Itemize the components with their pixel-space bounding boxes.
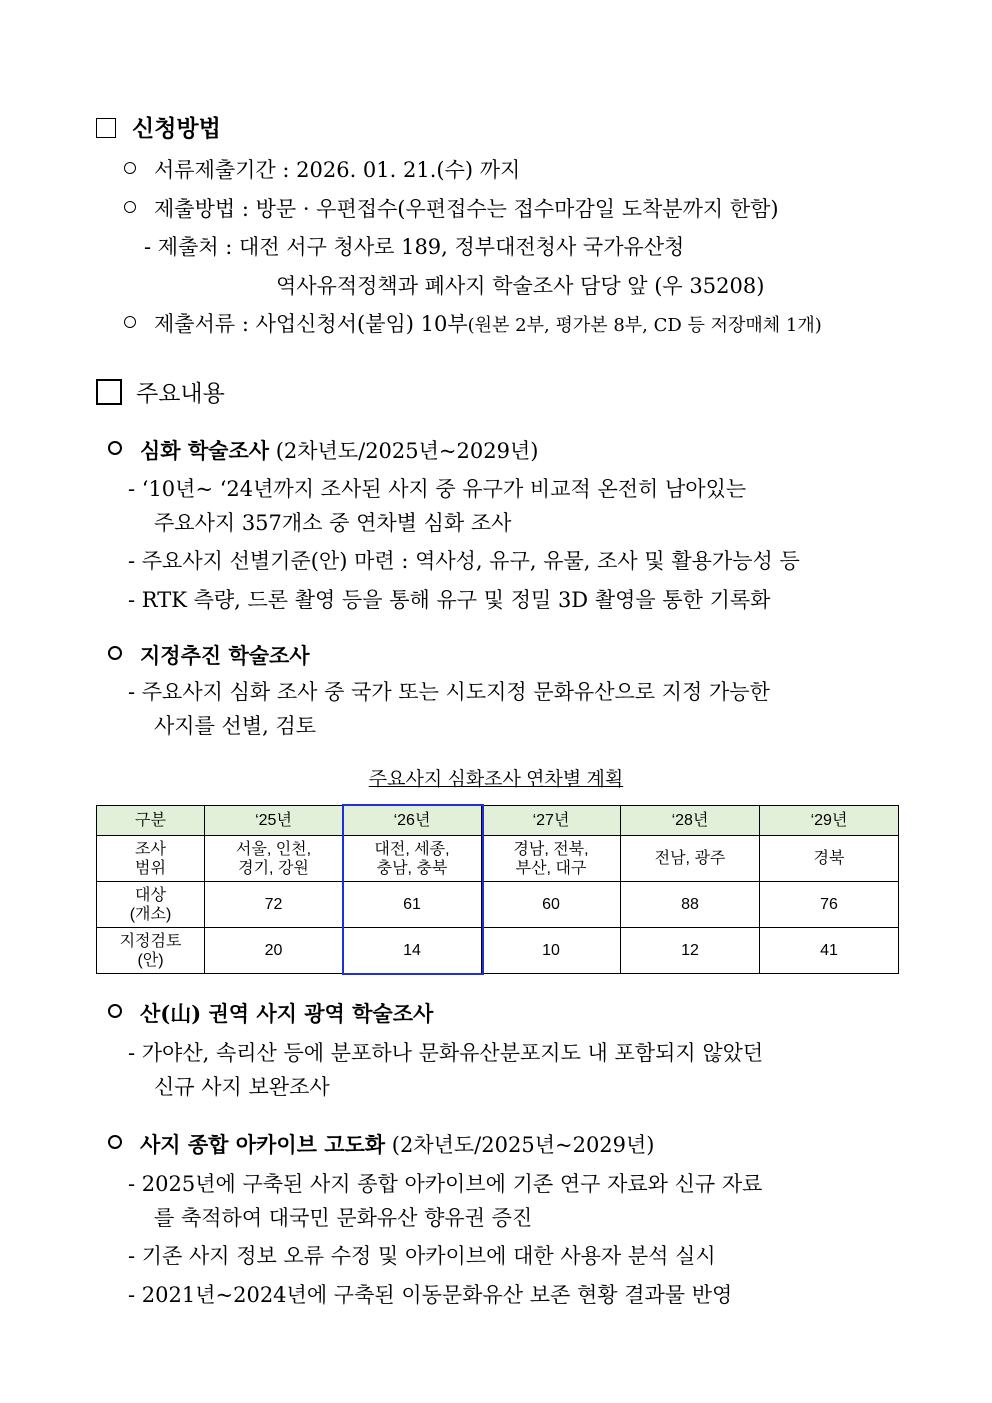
circle-bullet-icon <box>124 316 136 328</box>
table-cell: 서울, 인천, 경기, 강원 <box>205 836 343 882</box>
table-row-scope <box>97 836 899 882</box>
checkbox-square-icon <box>96 118 116 138</box>
destination-line-2: 역사유적정책과 폐사지 학술조사 담당 앞 (우 35208) <box>276 274 765 298</box>
table-header-cell: ‘29년 <box>760 806 899 836</box>
table-row-targets <box>97 882 899 928</box>
circle-bullet-icon <box>124 162 136 174</box>
circle-bullet-icon <box>108 646 122 660</box>
designation-bullet-1-line-1: - 주요사지 심화 조사 중 국가 또는 시도지정 문화유산으로 지정 가능한 <box>128 680 770 704</box>
table-cell: 12 <box>621 928 760 974</box>
table-cell: 경남, 전북, 부산, 대구 <box>482 836 621 882</box>
table-cell: 20 <box>205 928 343 974</box>
subsection-deep-survey: 심화 학술조사 (2차년도/2025년~2029년) <box>108 436 538 466</box>
archive-bullet-1-line-2: 를 축적하여 대국민 문화유산 향유권 증진 <box>154 1206 533 1230</box>
table-header-cell: ‘28년 <box>621 806 760 836</box>
table-header-cell: ‘27년 <box>482 806 621 836</box>
checkbox-square-icon <box>96 379 122 405</box>
circle-bullet-icon <box>108 1004 122 1018</box>
circle-bullet-icon <box>108 1135 122 1149</box>
table-header-cell: ‘26년 <box>343 806 482 836</box>
archive-bullet-2: - 기존 사지 정보 오류 수정 및 아카이브에 대한 사용자 분석 실시 <box>128 1244 716 1268</box>
table-cell: 대전, 세종, 충남, 충북 <box>343 836 482 882</box>
table-cell: 14 <box>343 928 482 974</box>
table-cell: 88 <box>621 882 760 928</box>
section-title-application: 신청방법 <box>96 114 221 144</box>
row-label-cell: 조사 범위 <box>97 836 205 882</box>
table-cell: 72 <box>205 882 343 928</box>
mountain-bullet-1-line-1: - 가야산, 속리산 등에 분포하나 문화유산분포지도 내 포함되지 않았던 <box>128 1041 764 1065</box>
table-cell: 76 <box>760 882 899 928</box>
archive-bullet-1-line-1: - 2025년에 구축된 사지 종합 아카이브에 기존 연구 자료와 신규 자료 <box>128 1172 763 1196</box>
table-cell: 전남, 광주 <box>621 836 760 882</box>
yearly-plan-table <box>96 805 899 974</box>
table-cell: 60 <box>482 882 621 928</box>
circle-bullet-icon <box>124 201 136 213</box>
table-cell: 61 <box>343 882 482 928</box>
destination-line-1: - 제출처 : 대전 서구 청사로 189, 정부대전청사 국가유산청 <box>144 235 685 259</box>
deep-survey-bullet-2: - 주요사지 선별기준(안) 마련 : 역사성, 유구, 유물, 조사 및 활용가능성 등 <box>128 549 800 573</box>
table-header-cell: 구분 <box>97 806 205 836</box>
table-caption: 주요사지 심화조사 연차별 계획 <box>368 769 624 790</box>
section-title-main-content: 주요내용 <box>96 379 225 409</box>
deadline-item: 서류제출기간 : 2026. 01. 21.(수) 까지 <box>124 155 520 185</box>
method-item: 제출방법 : 방문 · 우편접수(우편접수는 접수마감일 도착분까지 한함) <box>124 194 779 224</box>
subsection-mountain-survey: 산(山) 권역 사지 광역 학술조사 <box>108 999 433 1029</box>
subsection-archive: 사지 종합 아카이브 고도화 (2차년도/2025년~2029년) <box>108 1130 655 1160</box>
designation-bullet-1-line-2: 사지를 선별, 검토 <box>154 714 317 738</box>
archive-bullet-3: - 2021년~2024년에 구축된 이동문화유산 보존 현황 결과물 반영 <box>128 1283 733 1307</box>
documents-item: 제출서류 : 사업신청서(붙임) 10부(원본 2부, 평가본 8부, CD 등 저장매체 1개) <box>124 309 822 341</box>
table-cell: 경북 <box>760 836 899 882</box>
circle-bullet-icon <box>108 441 122 455</box>
deep-survey-bullet-1-line-2: 주요사지 357개소 중 연차별 심화 조사 <box>154 511 512 535</box>
deep-survey-bullet-1-line-1: - ‘10년~ ‘24년까지 조사된 사지 중 유구가 비교적 온전히 남아있는 <box>128 477 747 501</box>
table-row-designation-review <box>97 928 899 974</box>
table-cell: 10 <box>482 928 621 974</box>
row-label-cell: 대상 (개소) <box>97 882 205 928</box>
deep-survey-bullet-3: - RTK 측량, 드론 촬영 등을 통해 유구 및 정밀 3D 촬영을 통한 기록화 <box>128 588 771 612</box>
mountain-bullet-1-line-2: 신규 사지 보완조사 <box>154 1075 330 1099</box>
row-label-cell: 지정검토 (안) <box>97 928 205 974</box>
table-header-cell: ‘25년 <box>205 806 343 836</box>
subsection-designation-survey: 지정추진 학술조사 <box>108 641 310 671</box>
table-cell: 41 <box>760 928 899 974</box>
table-header-row <box>97 806 899 836</box>
